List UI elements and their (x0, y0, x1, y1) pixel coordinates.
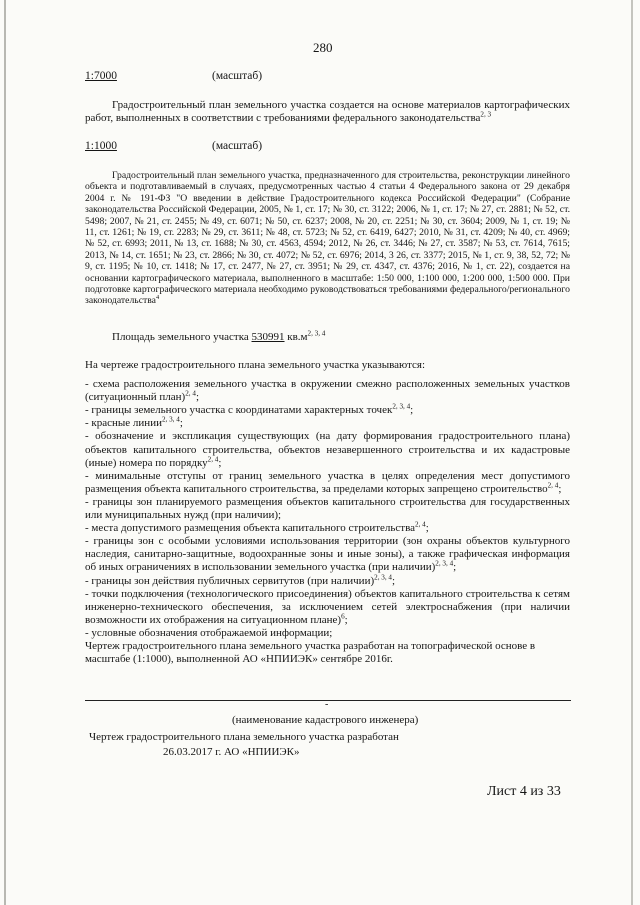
list-item: - обозначение и экспликация существующих (на дату формирования градостроительного плана) объектов капитального строительства, объектов незавершенного строительства и их кадастровые (иные) номера по порядку$^{2, 4}$; (85, 430, 570, 469)
scale-2-value: 1:1000 (85, 140, 117, 152)
list-item: - минимальные отступы от границ земельного участка в целях определения мест допустимого размещения объекта капитального строительства, за пределами которых запрещено строительство$^{2, 4}$; (85, 469, 570, 495)
made-by-line-1: Чертеж градостроительного плана земельного участка разработан (89, 731, 399, 743)
list-closing: Чертеж градостроительного плана земельного участка разработан на топографической основе в масштабе (1:1000), выполненной АО «НПИИЭК» сентябре 2016г. (85, 639, 536, 666)
list-item: - границы зон планируемого размещения объектов капитального строительства для государственных или муниципальных нужд (при наличии); (85, 495, 570, 522)
scale-2-label: (масштаб) (212, 140, 263, 152)
paragraph-linear-object (85, 170, 570, 307)
plot-area (112, 331, 325, 343)
paragraph-linear-footnote: 4 (155, 294, 160, 302)
list-item: - места допустимого размещения объекта капитального строительства$^{2, 4}$; (85, 520, 429, 535)
scale-1 (85, 70, 263, 82)
list-item: - условные обозначения отображаемой информации; (85, 626, 333, 639)
drawing-contents-list (85, 359, 570, 666)
list-item: - границы зон с особыми условиями использования территории (зон охраны объектов культурного наследия, санитарно-защитные, водоохранные зоны и иные зоны), а также графическая информация об иных ограничениях в использовании земельного участка (при наличии)$^{2, 3, 4}$; (85, 535, 570, 574)
list-item: - границы земельного участка с координатами характерных точек$^{2, 3, 4}$; (85, 402, 414, 417)
scale-1-value: 1:7000 (85, 70, 117, 82)
dash-mark: - (325, 699, 329, 710)
made-by-line-2: 26.03.2017 г. АО «НПИИЭК» (163, 746, 300, 758)
paragraph-linear-text: Градостроительный план земельного участка, предназначенного для строительства, реконструкции линейного объекта и подготавливаемый в случаях, предусмотренных частью 4 статьи 4 Федерального закона от 29 декабря 2004 г. № 191-ФЗ "О введении в действие Градостроительного кодекса Российской Федерации" (Собрание законодательства Российской Федерации, 2005, № 1, ст. 17; № 30, ст. 3122; 2006, № 1, ст. 17; № 27, ст. 2881; № 52, ст. 5498; 2007, № 21, ст. 2455; № 49, ст. 6071; № 50, ст. 6237; 2008, № 20, ст. 2251; № 30, ст. 3604; 2009, № 1, ст. 19; № 11, ст. 1261; № 19, ст. 2283; № 29, ст. 3611; № 48, ст. 5723; № 52, ст. 6419, 6427; 2010, № 31, ст. 4209; № 40, ст. 4969; № 52, ст. 6993; 2011, № 13, ст. 1688; № 30, ст. 4563, 4594; 2012, № 26, ст. 3446; № 27, ст. 3587; № 53, ст. 7614, 7615; 2013, № 14, ст. 1651; № 23, ст. 2866; № 30, ст. 4072; № 52, ст. 6976; 2014, 3 26, ст. 3377; 2015, № 1, ст. 9, 38, 52, 72; № 9, ст. 1195; № 10, ст. 1418; № 17, ст. 2477, № 27, ст. 3951; № 29, ст. 4347, ст. 4376; 2016, № 1, ст. 22), создается на основании картографического материала, выполненного в масштабе: 1:50 000, 1:100 000, 1:200 000, 1:500 000. При подготовке картографического материала необходимо руководствоваться требованиями федерального/регионального законодательства (85, 170, 570, 307)
page-number: 280 (313, 40, 333, 55)
scale-2 (85, 140, 263, 152)
plot-area-label: Площадь земельного участка (112, 331, 249, 343)
plot-area-footnote: 2, 3, 4 (307, 329, 326, 338)
scan-edge-right (631, 0, 633, 905)
plot-area-unit: кв.м (287, 331, 308, 343)
list-item: - красные линии$^{2, 3, 4}$; (85, 415, 183, 430)
sheet-counter: Лист 4 из 33 (487, 784, 561, 799)
paragraph-basis (85, 99, 570, 125)
paragraph-basis-footnote: 2, 3 (480, 110, 492, 119)
list-item: - схема расположения земельного участка в окружении смежно расположенных земельных участков (ситуационный план)$^{2, 4}$; (85, 378, 570, 404)
list-item: - границы зон действия публичных сервитутов (при наличии)$^{2, 3, 4}$; (85, 572, 396, 587)
list-intro: На чертеже градостроительного плана земельного участка указываются: (85, 359, 426, 371)
paragraph-basis-text: Градостроительный план земельного участка создается на основе материалов картографических работ, выполненных в соответствии с требованиями федерального законодательства (85, 99, 570, 124)
engineer-caption: (наименование кадастрового инженера) (232, 714, 419, 726)
list-item: - точки подключения (технологического присоединения) объектов капитального строительства к сетям инженерно-технического обеспечения, за исключением сетей электроснабжения (при наличии возможности их отображения на ситуационном плане)$^6$; (85, 587, 570, 626)
scan-edge-left (4, 0, 6, 905)
plot-area-value: 530991 (251, 331, 285, 343)
scale-1-label: (масштаб) (212, 70, 263, 82)
